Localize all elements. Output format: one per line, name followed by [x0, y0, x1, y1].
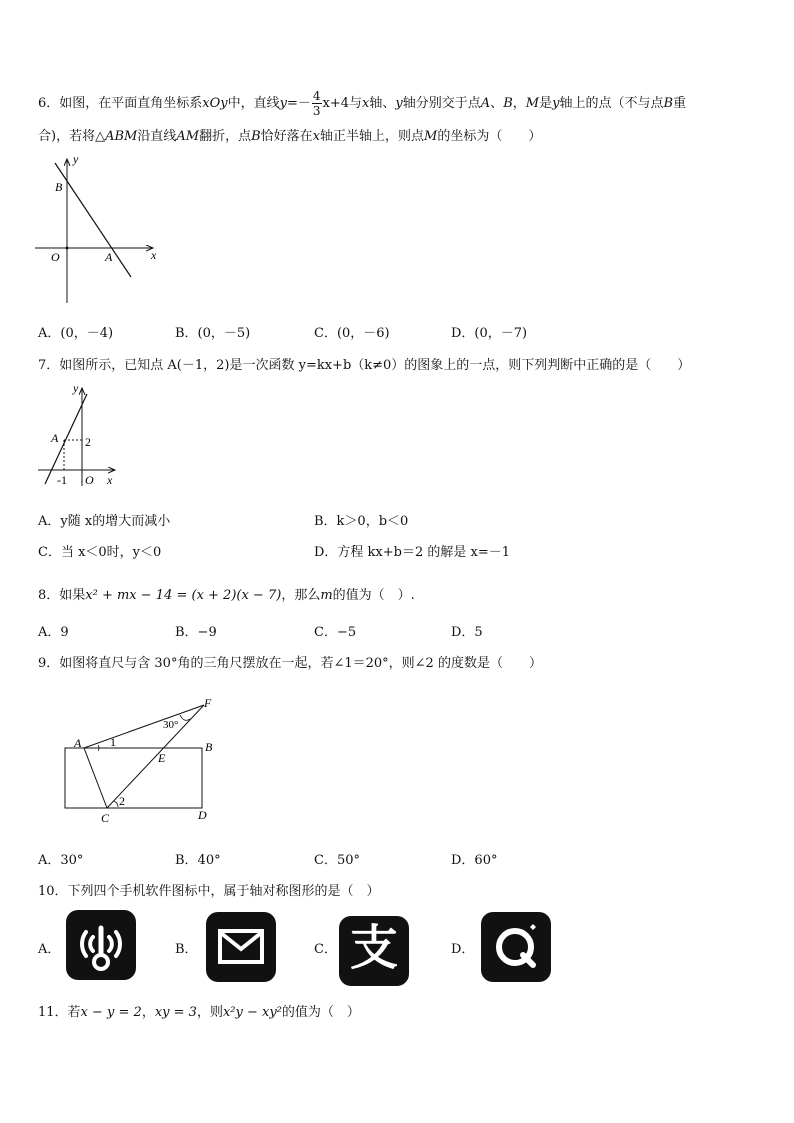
q6-option-d[interactable]: D．(0，－7): [451, 326, 528, 341]
q10-option-d-letter[interactable]: D．: [451, 942, 475, 957]
label-c: C: [101, 811, 110, 825]
label-x: x: [107, 473, 113, 487]
alipay-glyph: 支: [349, 920, 398, 976]
q10-option-b-letter[interactable]: B．: [175, 942, 198, 957]
label-y: y: [73, 381, 79, 395]
q8-option-c[interactable]: C．−5: [314, 625, 357, 640]
label-angle2: 2: [119, 794, 125, 808]
label-angle1: 1: [110, 735, 116, 749]
line-ac: [84, 748, 107, 808]
label-a: A: [74, 736, 82, 750]
label-f: F: [204, 696, 212, 710]
label-2: 2: [85, 435, 91, 449]
q8-text: 8．如果x² + mx − 14 = (x + 2)(x − 7)，那么m的值为（ ）.: [38, 588, 415, 603]
q8-option-d[interactable]: D．5: [451, 625, 483, 640]
q7-figure: [35, 382, 125, 492]
q9-option-a[interactable]: A．30°: [38, 853, 84, 868]
wifi-key-icon-graphic: [66, 910, 136, 980]
q6-line-1: 6．如图，在平面直角坐标系xOy中，直线y=－ $\frac{4}{3}$ x+4与x轴、y轴分别交于点A、B，M是y轴上的点（不与点B重: [38, 89, 687, 118]
label-a: A: [51, 431, 59, 445]
wifi-key-icon[interactable]: [66, 910, 136, 980]
label-o: O: [51, 250, 60, 264]
q9-option-c[interactable]: C．50°: [314, 853, 360, 868]
line-fc: [107, 705, 204, 808]
angle-arc-30: [180, 715, 190, 720]
origin-point: [66, 247, 69, 250]
q11-expression: x²y − xy²: [222, 1005, 282, 1020]
fraction: $\frac{4}{3}$: [312, 89, 321, 118]
qq-browser-icon[interactable]: [481, 912, 551, 982]
q8-option-a[interactable]: A．9: [38, 625, 69, 640]
q10-option-c-letter[interactable]: C．: [314, 942, 337, 957]
mail-icon-graphic: [206, 912, 276, 982]
q6-option-a[interactable]: A．(0，－4): [38, 326, 114, 341]
q11-condition-1: x − y = 2: [80, 1005, 142, 1020]
q9-option-d[interactable]: D．60°: [451, 853, 498, 868]
label-x: x: [151, 248, 157, 262]
label-b: B: [55, 180, 63, 194]
q10-text: 10．下列四个手机软件图标中，属于轴对称图形的是（ ）: [38, 884, 380, 899]
ruler-rectangle: [65, 748, 202, 808]
q10-option-a-letter[interactable]: A．: [38, 942, 61, 957]
q8-expression: x² + mx − 14 = (x + 2)(x − 7): [85, 588, 282, 603]
q9-text: 9．如图将直尺与含 30°角的三角尺摆放在一起，若∠1＝20°，则∠2 的度数是（ ）: [38, 656, 542, 671]
mail-icon[interactable]: [206, 912, 276, 982]
line-af: [84, 705, 204, 748]
q7-option-c[interactable]: C．当 x＜0时，y＜0: [38, 545, 162, 560]
q6-option-b[interactable]: B．(0，－5): [175, 326, 251, 341]
q11-text: 11．若x − y = 2，xy = 3，则x²y − xy²的值为（ ）: [38, 1005, 360, 1020]
q11-condition-2: xy = 3: [154, 1005, 197, 1020]
label-30deg: 30°: [163, 719, 179, 731]
q7-option-d[interactable]: D．方程 kx+b＝2 的解是 x=－1: [314, 545, 511, 560]
angle-arc-2: [114, 801, 118, 807]
label-a: A: [105, 250, 113, 264]
q6-line-2: 合)，若将△ABM沿直线AM翻折，点B恰好落在x轴正半轴上，则点M的坐标为（ ）: [38, 129, 542, 144]
q6-option-c[interactable]: C．(0，－6): [314, 326, 390, 341]
label-o: O: [85, 473, 94, 487]
label-y: y: [73, 152, 79, 166]
line-ab: [55, 163, 131, 277]
q8-option-b[interactable]: B．−9: [175, 625, 217, 640]
alipay-icon[interactable]: [339, 916, 409, 986]
label-d: D: [198, 808, 207, 822]
label-neg1: -1: [57, 473, 67, 487]
q9-option-b[interactable]: B．40°: [175, 853, 221, 868]
qq-browser-icon-graphic: [481, 912, 551, 982]
q7-option-a[interactable]: A．y随 x的增大而减小: [38, 514, 171, 529]
label-e: E: [158, 751, 166, 765]
label-b: B: [205, 740, 213, 754]
q7-option-b[interactable]: B．k＞0，b＜0: [314, 514, 409, 529]
q6-figure: [35, 152, 165, 305]
q9-figure: [62, 693, 242, 833]
q7-text: 7．如图所示，已知点 A(－1，2)是一次函数 y=kx+b（k≠0）的图象上的一点，则下列判断中正确的是（ ）: [38, 358, 691, 373]
